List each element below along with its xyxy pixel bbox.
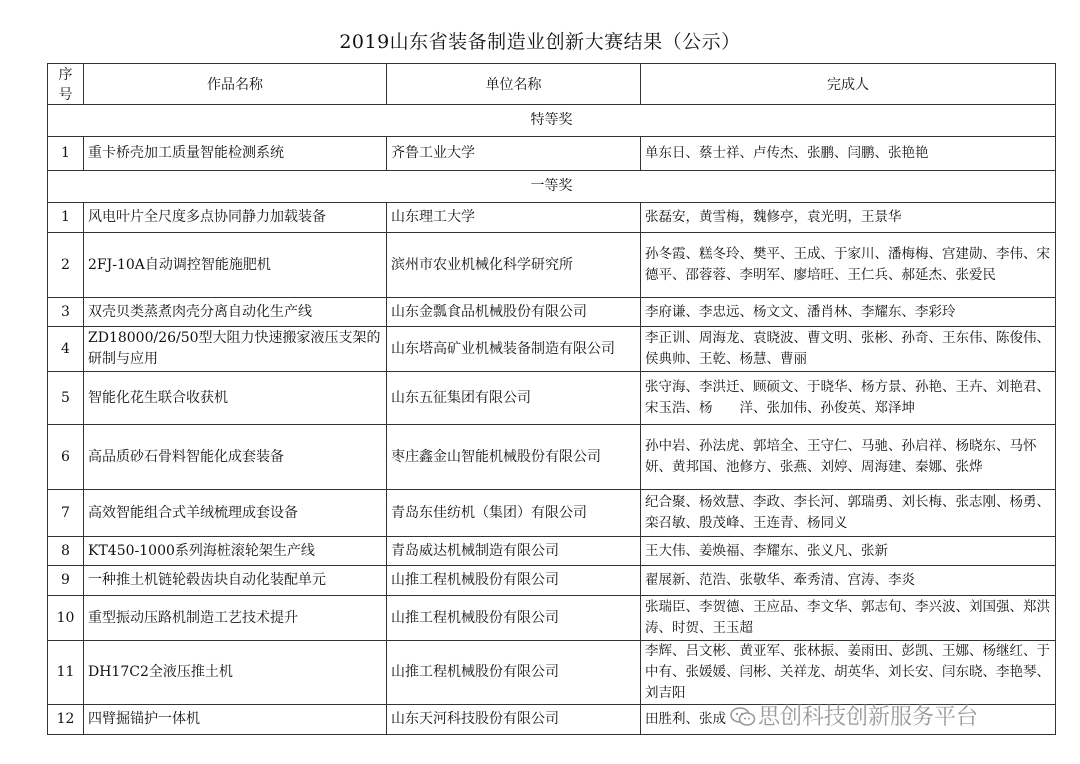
- row-no: 6: [48, 425, 84, 490]
- row-work: KT450-1000系列海桩滚轮架生产线: [84, 537, 387, 566]
- row-no: 2: [48, 233, 84, 298]
- row-work: 四臂掘锚护一体机: [84, 705, 387, 735]
- row-members: 纪合聚、杨效慧、李政、李长河、郭瑞勇、刘长梅、张志刚、杨勇、栾召敏、殷茂峰、王连青、杨同义: [641, 490, 1056, 537]
- row-work: 2FJ-10A自动调控智能施肥机: [84, 233, 387, 298]
- table-row: [48, 641, 1056, 705]
- header-unit: 单位名称: [387, 64, 641, 105]
- header-no: 序号: [48, 64, 84, 105]
- table-row: [48, 596, 1056, 641]
- row-unit: 山推工程机械股份有限公司: [387, 641, 641, 705]
- row-unit: 山推工程机械股份有限公司: [387, 566, 641, 596]
- wechat-icon: [730, 707, 756, 727]
- section-row-grand-prize: [48, 105, 1056, 137]
- row-members: 李正训、周海龙、袁晓波、曹文明、张彬、孙奇、王东伟、陈俊伟、侯典帅、王乾、杨慧、曹丽: [641, 327, 1056, 372]
- row-no: 11: [48, 641, 84, 705]
- row-members: 李府谦、李忠远、杨文文、潘肖林、李耀东、李彩玲: [641, 298, 1056, 327]
- row-no: 4: [48, 327, 84, 372]
- section-label: 一等奖: [48, 171, 1056, 203]
- row-unit: 山东天河科技股份有限公司: [387, 705, 641, 735]
- row-unit: 枣庄鑫金山智能机械股份有限公司: [387, 425, 641, 490]
- row-no: 8: [48, 537, 84, 566]
- table-row: [48, 327, 1056, 372]
- results-table: [47, 63, 1056, 735]
- row-no: 9: [48, 566, 84, 596]
- row-work: 重型振动压路机制造工艺技术提升: [84, 596, 387, 641]
- header-row: [48, 64, 1056, 105]
- page-title: 2019山东省装备制造业创新大赛结果（公示）: [339, 31, 741, 53]
- row-unit: 山东五征集团有限公司: [387, 372, 641, 425]
- row-work: 风电叶片全尺度多点协同静力加载装备: [84, 203, 387, 233]
- row-unit: 青岛威达机械制造有限公司: [387, 537, 641, 566]
- row-unit: 山东理工大学: [387, 203, 641, 233]
- row-members: 张守海、李洪迁、顾硕文、于晓华、杨方景、孙艳、王卉、刘艳君、宋玉浩、杨 洋、张加伟、孙俊英、郑泽坤: [641, 372, 1056, 425]
- table-row: [48, 298, 1056, 327]
- row-no: 10: [48, 596, 84, 641]
- row-members: 孙冬霞、糕冬玲、樊平、王成、于家川、潘梅梅、宫建勋、李伟、宋德平、邵蓉蓉、李明军、廖培旺、王仁兵、郝延杰、张爱民: [641, 233, 1056, 298]
- row-work: 高效智能组合式羊绒梳理成套设备: [84, 490, 387, 537]
- row-members: 单东日、蔡士祥、卢传杰、张鹏、闫鹏、张艳艳: [641, 137, 1056, 171]
- row-members: 张瑞臣、李贺德、王应品、李文华、郭志旬、李兴波、刘国强、郑洪涛、时贺、王玉超: [641, 596, 1056, 641]
- row-work: 智能化花生联合收获机: [84, 372, 387, 425]
- row-unit: 滨州市农业机械化科学研究所: [387, 233, 641, 298]
- row-work: ZD18000/26/50型大阻力快速搬家液压支架的研制与应用: [84, 327, 387, 372]
- table-row: [48, 566, 1056, 596]
- row-members: 翟展新、范浩、张敬华、牽秀清、宫涛、李炎: [641, 566, 1056, 596]
- row-work: 一种推土机链轮毂齿块自动化装配单元: [84, 566, 387, 596]
- row-unit: 齐鲁工业大学: [387, 137, 641, 171]
- row-no: 1: [48, 203, 84, 233]
- row-work: 高品质砂石骨料智能化成套装备: [84, 425, 387, 490]
- table-row: [48, 233, 1056, 298]
- row-members: 田胜利、张成: [641, 705, 1056, 735]
- watermark-text: 思创科技创新服务平台: [758, 705, 979, 730]
- row-members: 张磊安，黄雪梅，魏修亭，袁光明，王景华: [641, 203, 1056, 233]
- row-no: 7: [48, 490, 84, 537]
- row-no: 3: [48, 298, 84, 327]
- row-work: 双壳贝类蒸煮肉壳分离自动化生产线: [84, 298, 387, 327]
- header-work: 作品名称: [84, 64, 387, 105]
- table-row: [48, 537, 1056, 566]
- section-row-first-prize: [48, 171, 1056, 203]
- row-no: 12: [48, 705, 84, 735]
- table-row: [48, 137, 1056, 171]
- table-row: [48, 372, 1056, 425]
- row-members: 李辉、吕文彬、黄亚军、张林振、姜雨田、彭凯、王娜、杨继红、于中有、张媛媛、闫彬、关祥龙、胡英华、刘长安、闫东晓、李艳琴、刘吉阳: [641, 641, 1056, 705]
- row-no: 5: [48, 372, 84, 425]
- watermark: [730, 700, 978, 731]
- table-row: [48, 203, 1056, 233]
- table-row: [48, 425, 1056, 490]
- row-unit: 青岛东佳纺机（集团）有限公司: [387, 490, 641, 537]
- row-work: DH17C2全液压推土机: [84, 641, 387, 705]
- row-unit: 山东塔高矿业机械装备制造有限公司: [387, 327, 641, 372]
- row-members: 孙中岩、孙法虎、郭培全、王守仁、马驰、孙启祥、杨晓东、马怀妍、黄邦国、池修方、张燕、刘婷、周海建、秦娜、张烨: [641, 425, 1056, 490]
- row-no: 1: [48, 137, 84, 171]
- row-unit: 山东金瓢食品机械股份有限公司: [387, 298, 641, 327]
- table-row: [48, 490, 1056, 537]
- header-members: 完成人: [641, 64, 1056, 105]
- section-label: 特等奖: [48, 105, 1056, 137]
- row-work: 重卡桥壳加工质量智能检测系统: [84, 137, 387, 171]
- row-unit: 山推工程机械股份有限公司: [387, 596, 641, 641]
- row-members: 王大伟、姜焕福、李耀东、张义凡、张新: [641, 537, 1056, 566]
